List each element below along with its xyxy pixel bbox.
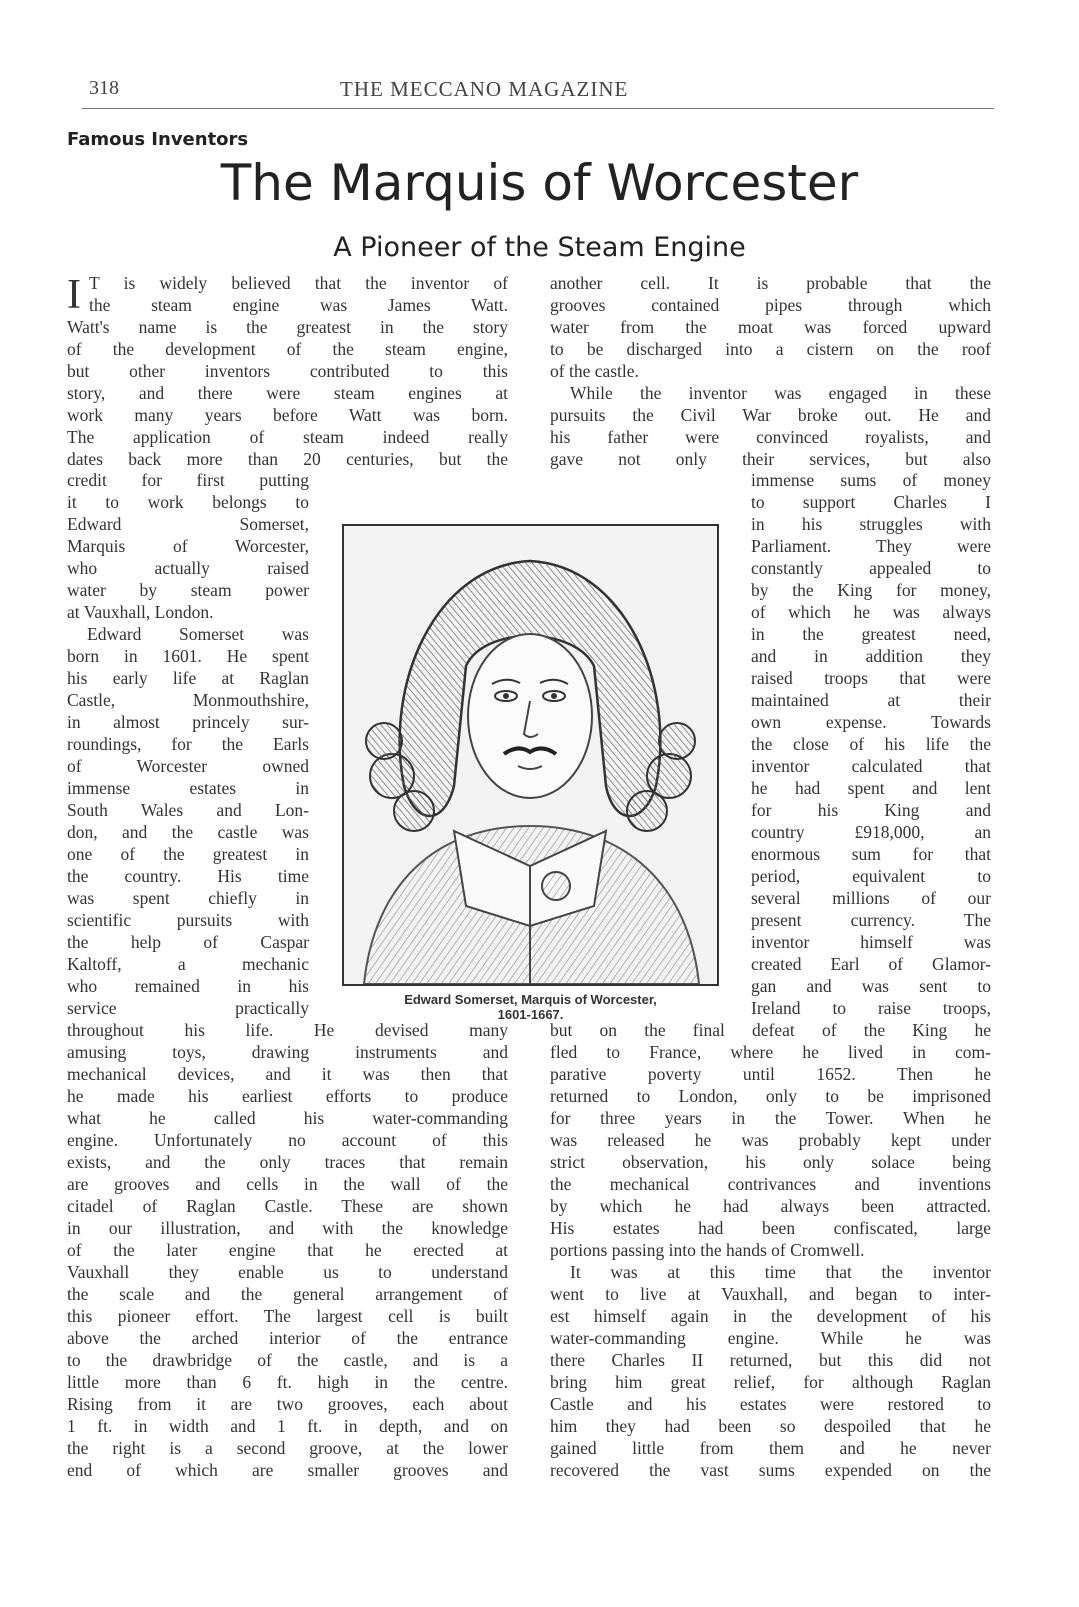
body-line: gave not only their services, but also (550, 449, 991, 469)
portrait-engraving (344, 526, 717, 984)
body-line: present currency. The (751, 910, 991, 930)
body-line: inventor himself was (751, 932, 991, 952)
body-line: to the drawbridge of the castle, and is a (67, 1350, 508, 1370)
body-line: him they had been so despoiled that he (550, 1416, 991, 1436)
body-line: country £918,000, an (751, 822, 991, 842)
body-line: scientific pursuits with (67, 910, 309, 930)
body-line: who actually raised (67, 558, 309, 578)
body-line: citadel of Raglan Castle. These are shown (67, 1196, 508, 1216)
body-line: of which he was always (751, 602, 991, 622)
series-label: Famous Inventors (67, 129, 249, 150)
body-line: one of the greatest in (67, 844, 309, 864)
body-line: don, and the castle was (67, 822, 309, 842)
body-line: he made his earliest efforts to produce (67, 1086, 508, 1106)
body-line: of the development of the steam engine, (67, 339, 508, 359)
body-line: was spent chiefly in (67, 888, 309, 908)
body-line: returned to London, only to be imprisoned (550, 1086, 991, 1106)
body-line: dates back more than 20 centuries, but the (67, 449, 508, 469)
body-line: was released he was probably kept under (550, 1130, 991, 1150)
body-line: to be discharged into a cistern on the roof (550, 339, 991, 359)
body-line: the country. His time (67, 866, 309, 886)
body-line: the mechanical contrivances and inventions (550, 1174, 991, 1194)
body-line: Castle and his estates were restored to (550, 1394, 991, 1414)
running-head: THE MECCANO MAGAZINE (340, 77, 629, 101)
body-line: there Charles II returned, but this did not (550, 1350, 991, 1370)
body-line: portions passing into the hands of Cromwell. (550, 1240, 865, 1260)
body-line: grooves contained pipes through which (550, 295, 991, 315)
body-line: the close of his life the (751, 734, 991, 754)
caption-line-2: 1601-1667. (497, 1007, 564, 1022)
body-line: credit for first putting (67, 470, 309, 490)
body-line: Rising from it are two grooves, each about (67, 1394, 508, 1414)
body-line: little more than 6 ft. high in the centre. (67, 1372, 508, 1392)
body-line: fled to France, where he lived in com- (550, 1042, 991, 1062)
body-line: gained little from them and he never (550, 1438, 991, 1458)
body-line: raised troops that were (751, 668, 991, 688)
body-line: created Earl of Glamor- (751, 954, 991, 974)
body-line: strict observation, his only solace being (550, 1152, 991, 1172)
body-line: at Vauxhall, London. (67, 602, 214, 622)
body-line: the steam engine was James Watt. (89, 295, 508, 315)
body-line: water by steam power (67, 580, 309, 600)
body-line: Castle, Monmouthshire, (67, 690, 309, 710)
body-line: It was at this time that the inventor (570, 1262, 991, 1282)
body-line: immense sums of money (751, 470, 991, 490)
body-line: the right is a second groove, at the lower (67, 1438, 508, 1458)
body-line: what he called his water-commanding (67, 1108, 508, 1128)
body-line: immense estates in (67, 778, 309, 798)
body-line: engine. Unfortunately no account of this (67, 1130, 508, 1150)
body-line: another cell. It is probable that the (550, 273, 991, 293)
body-line: went to live at Vauxhall, and began to inter- (550, 1284, 991, 1304)
body-line: His estates had been confiscated, large (550, 1218, 991, 1238)
body-line: Watt's name is the greatest in the story (67, 317, 508, 337)
body-line: est himself again in the development of his (550, 1306, 991, 1326)
body-line: exists, and the only traces that remain (67, 1152, 508, 1172)
body-line: are grooves and cells in the wall of the (67, 1174, 508, 1194)
body-line: to support Charles I (751, 492, 991, 512)
body-line: Marquis of Worcester, (67, 536, 309, 556)
body-line: Ireland to raise troops, (751, 998, 991, 1018)
portrait-illustration (342, 524, 719, 986)
article-title: The Marquis of Worcester (220, 154, 859, 212)
body-line: in almost princely sur- (67, 712, 309, 732)
body-line: this pioneer effort. The largest cell is built (67, 1306, 508, 1326)
body-line: born in 1601. He spent (67, 646, 309, 666)
body-line: water from the moat was forced upward (550, 317, 991, 337)
body-line: water-commanding engine. While he was (550, 1328, 991, 1348)
caption-line-1: Edward Somerset, Marquis of Worcester, (404, 992, 657, 1007)
body-line: he had spent and lent (751, 778, 991, 798)
body-line: While the inventor was engaged in these (570, 383, 991, 403)
body-line: and in addition they (751, 646, 991, 666)
body-line: in our illustration, and with the knowledge (67, 1218, 508, 1238)
body-line: of Worcester owned (67, 756, 309, 776)
body-line: inventor calculated that (751, 756, 991, 776)
header-rule (82, 108, 994, 109)
body-line: Edward Somerset was (87, 624, 309, 644)
body-line: by which he had always been attracted. (550, 1196, 991, 1216)
body-line: work many years before Watt was born. (67, 405, 508, 425)
body-line: the help of Caspar (67, 932, 309, 952)
body-line: recovered the vast sums expended on the (550, 1460, 991, 1480)
body-line: own expense. Towards (751, 712, 991, 732)
body-line: it to work belongs to (67, 492, 309, 512)
body-line: by the King for money, (751, 580, 991, 600)
body-line: parative poverty until 1652. Then he (550, 1064, 991, 1084)
body-line: in the greatest need, (751, 624, 991, 644)
body-line: end of which are smaller grooves and (67, 1460, 508, 1480)
body-line: above the arched interior of the entrance (67, 1328, 508, 1348)
body-line: roundings, for the Earls (67, 734, 309, 754)
body-line: pursuits the Civil War broke out. He and (550, 405, 991, 425)
body-line: but on the final defeat of the King he (550, 1020, 991, 1040)
portrait-caption (342, 992, 719, 1022)
body-line: T is widely believed that the inventor of (89, 273, 508, 293)
body-line: The application of steam indeed really (67, 427, 508, 447)
body-line: his early life at Raglan (67, 668, 309, 688)
body-line: Edward Somerset, (67, 514, 309, 534)
body-line: mechanical devices, and it was then that (67, 1064, 508, 1084)
article-subtitle: A Pioneer of the Steam Engine (333, 232, 746, 263)
body-line: of the castle. (550, 361, 639, 381)
body-line: South Wales and Lon- (67, 800, 309, 820)
drop-cap: I (67, 272, 81, 318)
body-line: bring him great relief, for although Raglan (550, 1372, 991, 1392)
body-line: amusing toys, drawing instruments and (67, 1042, 508, 1062)
body-line: who remained in his (67, 976, 309, 996)
body-line: period, equivalent to (751, 866, 991, 886)
body-line: of the later engine that he erected at (67, 1240, 508, 1260)
body-line: Vauxhall they enable us to understand (67, 1262, 508, 1282)
body-line: in his struggles with (751, 514, 991, 534)
body-line: enormous sum for that (751, 844, 991, 864)
body-line: for three years in the Tower. When he (550, 1108, 991, 1128)
body-line: maintained at their (751, 690, 991, 710)
body-line: his father were convinced royalists, and (550, 427, 991, 447)
body-line: Parliament. They were (751, 536, 991, 556)
body-line: constantly appealed to (751, 558, 991, 578)
body-line: for his King and (751, 800, 991, 820)
body-line: the scale and the general arrangement of (67, 1284, 508, 1304)
body-line: several millions of our (751, 888, 991, 908)
body-line: gan and was sent to (751, 976, 991, 996)
body-line: but other inventors contributed to this (67, 361, 508, 381)
body-line: story, and there were steam engines at (67, 383, 508, 403)
body-line: service practically (67, 998, 309, 1018)
body-line: Kaltoff, a mechanic (67, 954, 309, 974)
body-line: 1 ft. in width and 1 ft. in depth, and on (67, 1416, 508, 1436)
page-number: 318 (89, 77, 119, 99)
body-line: throughout his life. He devised many (67, 1020, 508, 1040)
